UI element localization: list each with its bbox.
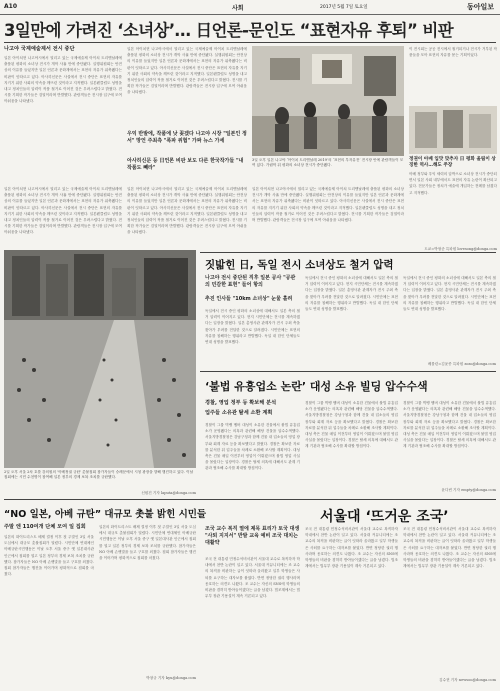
story4-body-b: 일본의 화이트리스트 배제 결정 이후 첫 주말인 3일 서울 도심에서 대규모 촛불집회가 열렸다. 시민단체 연대체인 아베규탄시민행동은 이날 오후 서울 중구 옛 일본대사관 인근에서 집회를 열고 일본 정부의 경제 보복 조치를 규탄했다. 참가자들은 NO 아베 손팻말을 들고 구호를 외쳤다. 집회 참가자들은 행진을 이어가며 평화적으로 집회를 마쳤다. [99, 525, 196, 561]
story4-byline: 박창규 기자 kyu@donga.com [146, 676, 196, 680]
story3-subhead-1: 경찰, 영업 정부 등 확보해 분석 [205, 400, 277, 406]
story2-subhead-2: 추진 인사들 "10km 소녀상" 눈물 흘려 [205, 296, 293, 302]
story3-byline: 윤다빈 기자 empty@donga.com [441, 488, 496, 492]
story2-body-a: 독일에서 전시 중인 평화의 소녀상에 대해서도 일본 측의 철거 압력이 이어지고 있다. 현지 시민단체는 전시를 계속하겠다는 입장을 밝혔다. 일본 총영사관 관계자가 전시 주최 측을 찾아가 우려를 전달한 것으로 알려졌다. 시민단체는 표현의 자유를 침해하는 행위라고 반발했다. 독일 내 한인 단체들도 연대 성명을 발표했다. [205, 309, 300, 345]
story3-body-a: 경찰이 그룹 빅뱅 멤버 대성이 소유한 건물에서 불법 유흥업소가 운영됐다는 의혹과 관련해 해당 건물을 압수수색했다. 서울지방경찰청은 강남구청과 함께 건물 내 업소들의 영업 장부와 회계 자료 등을 확보했다고 밝혔다. 경찰은 확보한 자료를 분석한 뒤 업주들을 차례로 소환해 조사할 계획이다. 대성 측은 건물 매입 이전부터 영업이 이뤄졌으며 불법 영업 사실을 몰랐다는 입장이다. 경찰은 탈세 의혹에 대해서도 관계 기관과 협조해 수사를 확대할 방침이다. [205, 423, 300, 471]
story3-body-b: 경찰이 그룹 빅뱅 멤버 대성이 소유한 건물에서 불법 유흥업소가 운영됐다는 의혹과 관련해 해당 건물을 압수수색했다. 서울지방경찰청은 강남구청과 함께 건물 내 업소들의 영업 장부와 회계 자료 등을 확보했다고 밝혔다. 경찰은 확보한 자료를 분석한 뒤 업주들을 차례로 소환해 조사할 계획이다. 대성 측은 건물 매입 이전부터 영업이 이뤄졌으며 불법 영업 사실을 몰랐다는 입장이다. 경찰은 탈세 의혹에 대해서도 관계 기관과 협조해 수사를 확대할 방침이다. [305, 401, 398, 449]
gallery-photo-caption: 3일 오후 일본 나고야 ‘아이치 트리엔날레 2019’의 ‘표현의 부자유전’ 전시장 안에 관람객들이 모여 있다. 가림막 뒤 평화의 소녀상 전시가 중단됐다. [252, 158, 404, 167]
story5-body-b: 조국 전 대통령 민정수석비서관이 서울대 교수로 복직하자 학내에서 찬반 논란이 일고 있다. 서울대 커뮤니티에는 조 교수의 복직을 비판하는 글이 잇따라 올라왔고 일부 학생들은 사퇴를 요구하는 대자보를 붙였다. 반면 정당한 권리 행사라며 옹호하는 의견도 나왔다. 조 교수는 자신의 SNS에 학생들의 비판을 겸허히 받아들이겠다는 글을 남겼다. 법조계에서는 법무부 장관 기용설이 계속 거론되고 있다. [305, 527, 398, 569]
story3-subhead-2: 업주들 소유관 탈세 소환 계획 [205, 410, 273, 416]
story2-byline: 베를린=김윤종 특파원 zozo@donga.com [427, 362, 496, 366]
page-number: A10 [4, 3, 17, 10]
story5-title: 서울대 ‘뜨거운 조국’ [320, 509, 449, 525]
rally-photo-credit: 신원건 기자 laputa@donga.com [141, 491, 196, 495]
rally-photo [4, 250, 196, 468]
story1-body-lower-b: 일본 아이치현 나고야시에서 열리고 있는 국제예술제 아이치 트리엔날레에 출품된 평화의 소녀상 전시가 개막 사흘 만에 중단됐다. 실행위원회는 안전상의 이유를 들었지만 일본 언론과 문화계에서는 표현의 자유가 위축됐다는 비판이 잇따르고 있다. 아사히신문은 사설에서 전시 중단은 표현의 자유를 지키기 위한 사회의 약속을 깨뜨린 것이라고 지적했다. 일본펜클럽도 성명을 내고 정치인들의 압력이 작품 철거로 이어진 것은 우려스럽다고 밝혔다. 전시를 기획한 작가들은 검열이라며 반발했다. 관람객들은 전시장 입구에 모여 아쉬움을 나타냈다. [127, 187, 247, 235]
main-headline: 3일만에 가려진 ‘소녀상’… 日언론-문인도 “표현자유 후퇴” 비판 [4, 21, 454, 40]
page-header [0, 0, 500, 15]
right-column-byline: 도쿄=박형준 특파원 lovesong@donga.com [424, 247, 497, 251]
story1-subhead-2: 우익 반발에, 작품에 낫 꽂겠다 나고야 시장 "일본인 정서" 망언 주최측 "폭파 위협" 가짜 뉴스 가세 [127, 131, 247, 144]
divider [4, 42, 496, 43]
story2-subhead-1: 나고야 전시 중단된 직후 일본 공사 "공관의 민감한 표현" 들어 항의 [205, 275, 296, 288]
story4-body-a: 일본의 화이트리스트 배제 결정 이후 첫 주말인 3일 서울 도심에서 대규모 촛불집회가 열렸다. 시민단체 연대체인 아베규탄시민행동은 이날 오후 서울 중구 옛 일본대사관 인근에서 집회를 열고 일본 정부의 경제 보복 조치를 규탄했다. 참가자들은 NO 아베 손팻말을 들고 구호를 외쳤다. 집회 참가자들은 행진을 이어가며 평화적으로 집회를 마쳤다. [4, 535, 94, 577]
story1-body-lower-a: 일본 아이치현 나고야시에서 열리고 있는 국제예술제 아이치 트리엔날레에 출품된 평화의 소녀상 전시가 개막 사흘 만에 중단됐다. 실행위원회는 안전상의 이유를 들었지만 일본 언론과 문화계에서는 표현의 자유가 위축됐다는 비판이 잇따르고 있다. 아사히신문은 사설에서 전시 중단은 표현의 자유를 지키기 위한 사회의 약속을 깨뜨린 것이라고 지적했다. 일본펜클럽도 성명을 내고 정치인들의 압력이 작품 철거로 이어진 것은 우려스럽다고 밝혔다. 전시를 기획한 작가들은 검열이라며 반발했다. 관람객들은 전시장 입구에 모여 아쉬움을 나타냈다. [4, 187, 122, 235]
issue-date: 2017년 5월 7일 토요일 [320, 5, 368, 10]
story1-body-cont: 일본 아이치현 나고야시에서 열리고 있는 국제예술제 아이치 트리엔날레에 출품된 평화의 소녀상 전시가 개막 사흘 만에 중단됐다. 실행위원회는 안전상의 이유를 들었지만 일본 언론과 문화계에서는 표현의 자유가 위축됐다는 비판이 잇따르고 있다. 아사히신문은 사설에서 전시 중단은 표현의 자유를 지키기 위한 사회의 약속을 깨뜨린 것이라고 지적했다. 일본펜클럽도 성명을 내고 정치인들의 압력이 작품 철거로 이어진 것은 우려스럽다고 밝혔다. 전시를 기획한 작가들은 검열이라며 반발했다. 관람객들은 전시장 입구에 모여 아쉬움을 나타냈다. [127, 47, 247, 95]
divider [4, 499, 496, 500]
right-column-text: 이 전시회는 공공 전시에서 철거되거나 전시가 거부된 작품들을 모아 표현의 자유를 묻는 기획이었다. [409, 47, 497, 58]
right-column-subhead: 정권이 아베 입맛 맞추자 日 평화 올림이 상징한 역사…해도 주장 [409, 157, 496, 168]
right-column-body: 아베 정부와 우익 세력의 압박으로 소녀상 전시가 중단되면서 일본 사회 내부에서도 표현의 자유 논란이 확산되고 있다. 전문가들은 정치가 예술에 개입하는 전례를 남겼다고 지적했다. [409, 172, 497, 195]
story3-body-c: 경찰이 그룹 빅뱅 멤버 대성이 소유한 건물에서 불법 유흥업소가 운영됐다는 의혹과 관련해 해당 건물을 압수수색했다. 서울지방경찰청은 강남구청과 함께 건물 내 업소들의 영업 장부와 회계 자료 등을 확보했다고 밝혔다. 경찰은 확보한 자료를 분석한 뒤 업주들을 차례로 소환해 조사할 계획이다. 대성 측은 건물 매입 이전부터 영업이 이뤄졌으며 불법 영업 사실을 몰랐다는 입장이다. 경찰은 탈세 의혹에 대해서도 관계 기관과 협조해 수사를 확대할 방침이다. [403, 401, 496, 449]
story5-body-a: 조국 전 대통령 민정수석비서관이 서울대 교수로 복직하자 학내에서 찬반 논란이 일고 있다. 서울대 커뮤니티에는 조 교수의 복직을 비판하는 글이 잇따라 올라왔고 일부 학생들은 사퇴를 요구하는 대자보를 붙였다. 반면 정당한 권리 행사라며 옹호하는 의견도 나왔다. 조 교수는 자신의 SNS에 학생들의 비판을 겸허히 받아들이겠다는 글을 남겼다. 법조계에서는 법무부 장관 기용설이 계속 거론되고 있다. [205, 557, 300, 599]
story2-body-b: 독일에서 전시 중인 평화의 소녀상에 대해서도 일본 측의 철거 압력이 이어지고 있다. 현지 시민단체는 전시를 계속하겠다는 입장을 밝혔다. 일본 총영사관 관계자가 전시 주최 측을 찾아가 우려를 전달한 것으로 알려졌다. 시민단체는 표현의 자유를 침해하는 행위라고 반발했다. 독일 내 한인 단체들도 연대 성명을 발표했다. [305, 276, 398, 312]
story2-body-c: 독일에서 전시 중인 평화의 소녀상에 대해서도 일본 측의 철거 압력이 이어지고 있다. 현지 시민단체는 전시를 계속하겠다는 입장을 밝혔다. 일본 총영사관 관계자가 전시 주최 측을 찾아가 우려를 전달한 것으로 알려졌다. 시민단체는 표현의 자유를 침해하는 행위라고 반발했다. 독일 내 한인 단체들도 연대 성명을 발표했다. [403, 276, 496, 312]
story2-title: 짓밟힌 日, 독일 전시 소녀상도 철거 압력 [205, 259, 394, 271]
story5-byline: 김수현 기자 newsoo@donga.com [439, 678, 496, 682]
divider [200, 371, 496, 372]
story4-subhead: 주말 엔 110여개 단체 모여 일 집회 [4, 524, 86, 530]
story5-subhead: 조국 교수 복직 열에 제목 표리가 토국 대생 "사퇴 지지서" 반발 교육 예비 조국 대치는 대활약 [205, 526, 300, 546]
story1-subhead-3: 아사히신문 등 日언론 비판 보도 다른 한국작가들 "내 작품도 빼라" [127, 158, 244, 171]
story1-body-lower-c: 일본 아이치현 나고야시에서 열리고 있는 국제예술제 아이치 트리엔날레에 출품된 평화의 소녀상 전시가 개막 사흘 만에 중단됐다. 실행위원회는 안전상의 이유를 들었지만 일본 언론과 문화계에서는 표현의 자유가 위축됐다는 비판이 잇따르고 있다. 아사히신문은 사설에서 전시 중단은 표현의 자유를 지키기 위한 사회의 약속을 깨뜨린 것이라고 지적했다. 일본펜클럽도 성명을 내고 정치인들의 압력이 작품 철거로 이어진 것은 우려스럽다고 밝혔다. 전시를 기획한 작가들은 검열이라며 반발했다. 관람객들은 전시장 입구에 모여 아쉬움을 나타냈다. [252, 187, 404, 223]
story1-subhead: 나고야 국제예술제서 전시 중단 [4, 46, 75, 52]
story5-body-c: 조국 전 대통령 민정수석비서관이 서울대 교수로 복직하자 학내에서 찬반 논란이 일고 있다. 서울대 커뮤니티에는 조 교수의 복직을 비판하는 글이 잇따라 올라왔고 일부 학생들은 사퇴를 요구하는 대자보를 붙였다. 반면 정당한 권리 행사라며 옹호하는 의견도 나왔다. 조 교수는 자신의 SNS에 학생들의 비판을 겸허히 받아들이겠다는 글을 남겼다. 법조계에서는 법무부 장관 기용설이 계속 거론되고 있다. [403, 527, 496, 569]
story3-title: ‘불법 유흥업소 논란’ 대성 소유 빌딩 압수수색 [205, 380, 428, 393]
story4-title: “NO 일본, 아베 규탄” 대규모 촛불 밝힌 시민들 [4, 509, 207, 520]
rally-photo-caption: 2일 오후 서울 2차 호를 강의원의 '아베정권 규탄' 촛불집회 참가자들이 숭례문에서 시청 광장을 향해 행진하고 있다. 이날 집회에는 시민 수천명이 참여해 일본 정부의 경제 보복 조치를 규탄했다. [4, 470, 194, 479]
divider [200, 252, 496, 253]
story1-body: 일본 아이치현 나고야시에서 열리고 있는 국제예술제 아이치 트리엔날레에 출품된 평화의 소녀상 전시가 개막 사흘 만에 중단됐다. 실행위원회는 안전상의 이유를 들었지만 일본 언론과 문화계에서는 표현의 자유가 위축됐다는 비판이 잇따르고 있다. 아사히신문은 사설에서 전시 중단은 표현의 자유를 지키기 위한 사회의 약속을 깨뜨린 것이라고 지적했다. 일본펜클럽도 성명을 내고 정치인들의 압력이 작품 철거로 이어진 것은 우려스럽다고 밝혔다. 전시를 기획한 작가들은 검열이라며 반발했다. 관람객들은 전시장 입구에 모여 아쉬움을 나타냈다. [4, 56, 122, 104]
spacer [4, 186, 196, 187]
exhibit-photo [409, 106, 497, 154]
section-label: 사회 [232, 5, 244, 12]
gallery-photo [252, 46, 404, 156]
newspaper-logo: 동아일보 [466, 3, 494, 11]
